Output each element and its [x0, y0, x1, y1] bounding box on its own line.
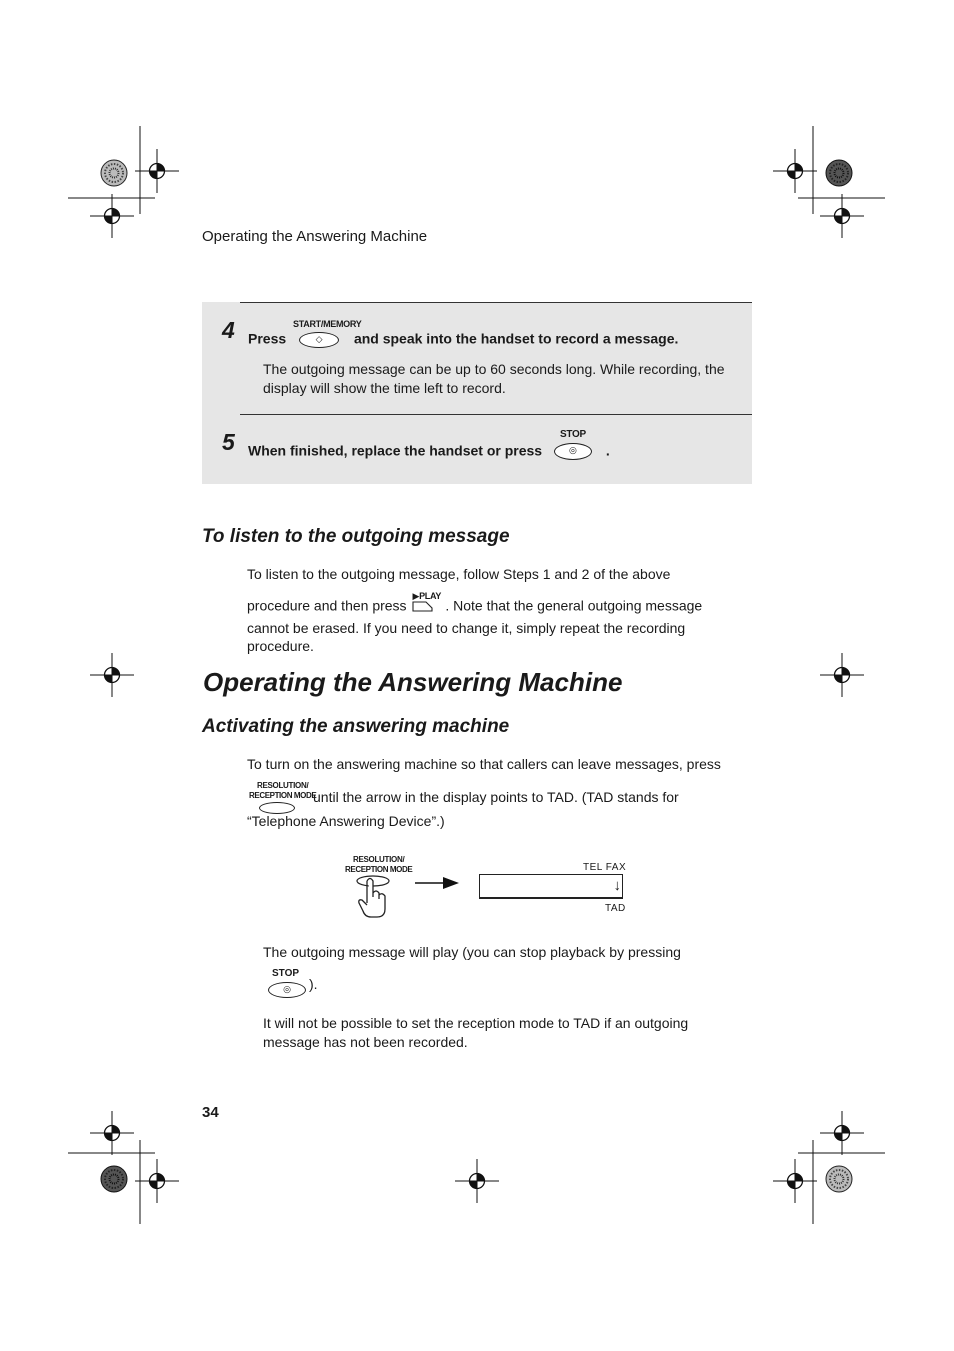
- listen-line-4: procedure.: [247, 638, 314, 654]
- activate-line-1: To turn on the answering machine so that callers can leave messages, press: [247, 756, 721, 772]
- listen-line-3: cannot be erased. If you need to change it, simply repeat the recording: [247, 620, 686, 636]
- stop-key-label: STOP: [559, 429, 586, 440]
- step-rule-top: [240, 302, 752, 303]
- step-5-text-before: When finished, replace the handset or press: [248, 442, 543, 459]
- stop-inline-icon: ◎: [283, 984, 291, 994]
- step-4-body: The outgoing message can be up to 60 seconds long. While recording, the display will show the time left to record.: [263, 361, 725, 396]
- main-heading: Operating the Answering Machine: [203, 667, 623, 697]
- tad-note: It will not be possible to set the reception mode to TAD if an outgoing message has not been recorded.: [263, 1015, 689, 1050]
- resolution-key-label-2: RECEPTION MODE: [249, 791, 317, 800]
- stop-key-inline: [267, 968, 309, 1000]
- finger-press-icon: [353, 875, 397, 921]
- running-header: Operating the Answering Machine: [202, 228, 428, 245]
- page-number: 34: [202, 1104, 219, 1121]
- display-tel-fax-label: TEL FAX: [583, 862, 627, 873]
- play-key: [412, 589, 440, 613]
- step-5-text-after: .: [605, 442, 610, 459]
- start-memory-key-label: START/MEMORY: [293, 319, 362, 329]
- display-down-arrow-icon: ↓: [613, 877, 621, 894]
- start-icon: ◇: [315, 334, 323, 344]
- listen-heading: To listen to the outgoing message: [202, 526, 510, 547]
- activate-line-2: until the arrow in the display points to TAD. (TAD stands for: [313, 789, 679, 805]
- activate-heading: Activating the answering machine: [202, 716, 510, 737]
- arrow-right-icon: [415, 875, 461, 891]
- step-4-text-before: Press: [248, 330, 287, 347]
- step-box: [202, 302, 752, 484]
- listen-line-2-before: procedure and then press: [247, 597, 407, 614]
- lcd-display: [479, 874, 623, 899]
- step-4-text-after: and speak into the handset to record a message.: [353, 330, 679, 347]
- stop-icon: ◎: [569, 445, 577, 455]
- play-key-label: ▶PLAY: [412, 591, 442, 601]
- step-rule-middle: [240, 414, 752, 415]
- step-4-instruction: [248, 319, 679, 355]
- stop-key: [552, 431, 598, 461]
- listen-line-1: To listen to the outgoing message, follow Steps 1 and 2 of the above: [247, 566, 671, 582]
- reception-mode-illustration: [345, 855, 635, 925]
- start-memory-key: [293, 319, 362, 349]
- play-button-shape: [412, 599, 436, 613]
- display-tad-label: TAD: [605, 903, 626, 914]
- listen-line-2: [247, 591, 703, 619]
- playback-note-end: ).: [309, 976, 318, 992]
- activate-line-3: “Telephone Answering Device”.): [247, 813, 445, 829]
- illustration-key-label-1: RESOLUTION/: [353, 855, 405, 864]
- step-4-number: 4: [222, 317, 235, 343]
- listen-line-2-after: . Note that the general outgoing message: [445, 597, 703, 614]
- stop-key-inline-label: STOP: [272, 968, 300, 979]
- resolution-key-label-1: RESOLUTION/: [257, 781, 309, 790]
- step-5-instruction: [248, 429, 610, 467]
- step-5-number: 5: [222, 429, 235, 455]
- playback-note: The outgoing message will play (you can stop playback by pressing: [263, 944, 681, 960]
- resolution-key-inline: [249, 781, 317, 815]
- illustration-key-label-2: RECEPTION MODE: [345, 865, 413, 874]
